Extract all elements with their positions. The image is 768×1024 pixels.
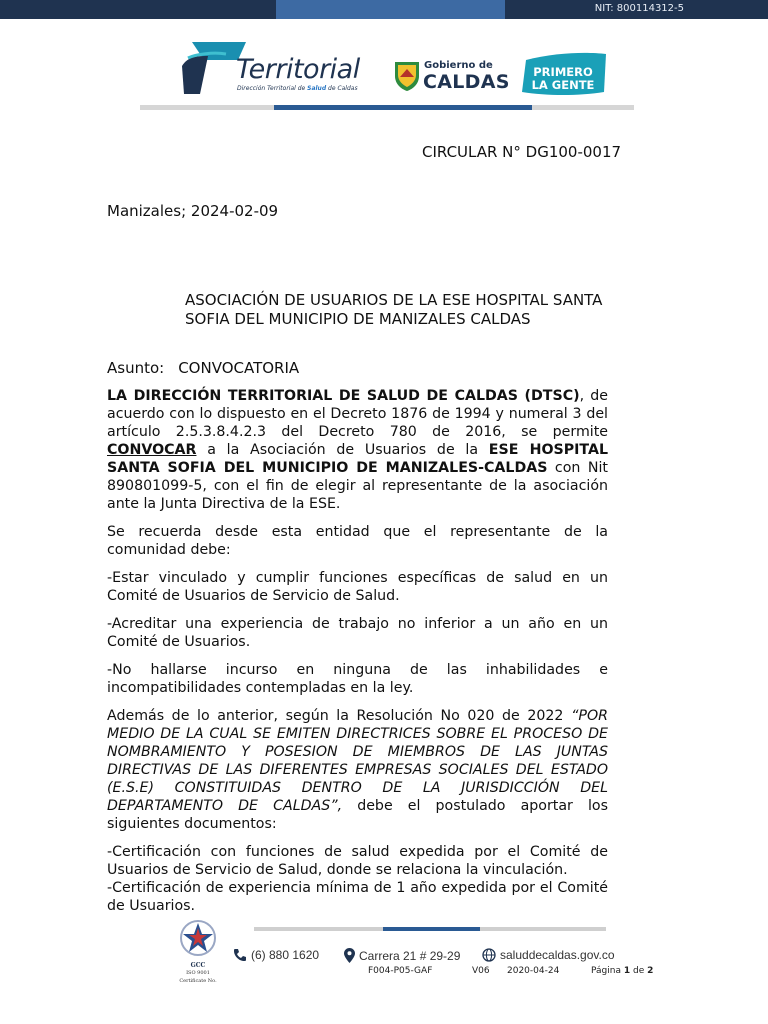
- phone-icon: [233, 948, 247, 962]
- gobierno-label: Gobierno de: [424, 60, 493, 71]
- certificate-iso: ISO 9001: [186, 970, 210, 976]
- top-bar-accent: [276, 0, 505, 19]
- primero-line1: PRIMERO: [533, 65, 593, 79]
- circular-number: CIRCULAR N° DG100-0017: [422, 143, 622, 161]
- header-divider: [140, 105, 634, 110]
- primero-line2: LA GENTE: [531, 78, 595, 92]
- form-date: 2020-04-24: [507, 966, 560, 976]
- subject-value: CONVOCATORIA: [178, 359, 300, 377]
- territorial-logo: [178, 40, 368, 96]
- footer-website: saluddecaldas.gov.co: [482, 948, 615, 962]
- globe-icon: [482, 948, 496, 962]
- paragraph-convocation: LA DIRECCIÓN TERRITORIAL DE SALUD DE CALDAS (DTSC), de acuerdo con lo dispuesto en el Decreto 1876 de 1994 y numeral 3 del artículo 2.5.3.8.4.2.3 del Decreto 780 de 2016, se permite CONVOCAR a la Asociación de Usuarios de la ESE HOSPITAL SANTA SOFIA DEL MUNICIPIO DE MANIZALES-CALDAS con Nit 890801099-5, con el fin de elegir al representante de la asociación ante la Junta Directiva de la ESE.: [107, 388, 608, 512]
- subject-line: [107, 359, 299, 377]
- paragraph-requirements-intro: Se recuerda desde esta entidad que el representante de la comunidad debe:: [107, 524, 608, 558]
- gobierno-caldas-logo: [394, 58, 512, 94]
- certificate-gcc: GCC: [190, 962, 206, 969]
- caldas-shield-icon: [394, 60, 420, 92]
- requirement-item: -Estar vinculado y cumplir funciones específicas de salud en un Comité de Usuarios de Servicio de Salud.: [107, 570, 608, 604]
- footer-address: Carrera 21 # 29-29: [344, 948, 460, 963]
- certificate-number: Certificate No.: [179, 978, 217, 984]
- nit-label: NIT: 800114312-5: [594, 3, 684, 14]
- territorial-subtitle: Dirección Territorial de Salud de Caldas: [237, 85, 358, 92]
- subject-label: Asunto:: [107, 359, 165, 377]
- top-bar: [0, 0, 768, 19]
- certificate-star-icon: [177, 916, 219, 962]
- footer-divider: [254, 927, 606, 931]
- iso-certificate-seal: [177, 916, 219, 990]
- primero-la-gente-badge: [518, 52, 608, 96]
- requirement-item: -No hallarse incurso en ninguna de las inhabilidades e incompatibilidades contempladas en la ley.: [107, 662, 608, 696]
- document-body: [107, 387, 608, 915]
- paragraph-resolution: Además de lo anterior, según la Resolución No 020 de 2022 “POR MEDIO DE LA CUAL SE EMITEN DIRECTRICES SOBRE EL PROCESO DE NOMBRAMIENTO Y POSESION DE MIEMBROS DE LAS JUNTAS DIRECTIVAS DE LAS DIFERENTES EMPRESAS SOCIALES DEL ESTADO (E.S.E) CONSTITUIDAS DENTRO DE LA JURISDICCIÓN DEL DEPARTAMENTO DE CALDAS”, debe el postulado aportar los siguientes documentos:: [107, 708, 608, 832]
- location-pin-icon: [344, 948, 355, 963]
- addressee: ASOCIACIÓN DE USUARIOS DE LA ESE HOSPITAL SANTA SOFIA DEL MUNICIPIO DE MANIZALES CALDAS: [185, 291, 603, 328]
- page-indicator: Página 1 de 2: [591, 966, 654, 976]
- document-date: Manizales; 2024-02-09: [107, 202, 279, 220]
- footer-phone: (6) 880 1620: [233, 948, 319, 962]
- form-code: F004-P05-GAF: [368, 966, 433, 976]
- document-item: -Certificación con funciones de salud expedida por el Comité de Usuarios de Servicio de Salud, donde se relaciona la vinculación.: [107, 844, 608, 878]
- requirement-item: -Acreditar una experiencia de trabajo no inferior a un año en un Comité de Usuarios.: [107, 616, 608, 650]
- caldas-label: CALDAS: [423, 71, 510, 93]
- territorial-wordmark: Territorial: [236, 54, 360, 85]
- document-item: -Certificación de experiencia mínima de 1 año expedida por el Comité de Usuarios.: [107, 880, 608, 914]
- form-version: V06: [472, 966, 490, 976]
